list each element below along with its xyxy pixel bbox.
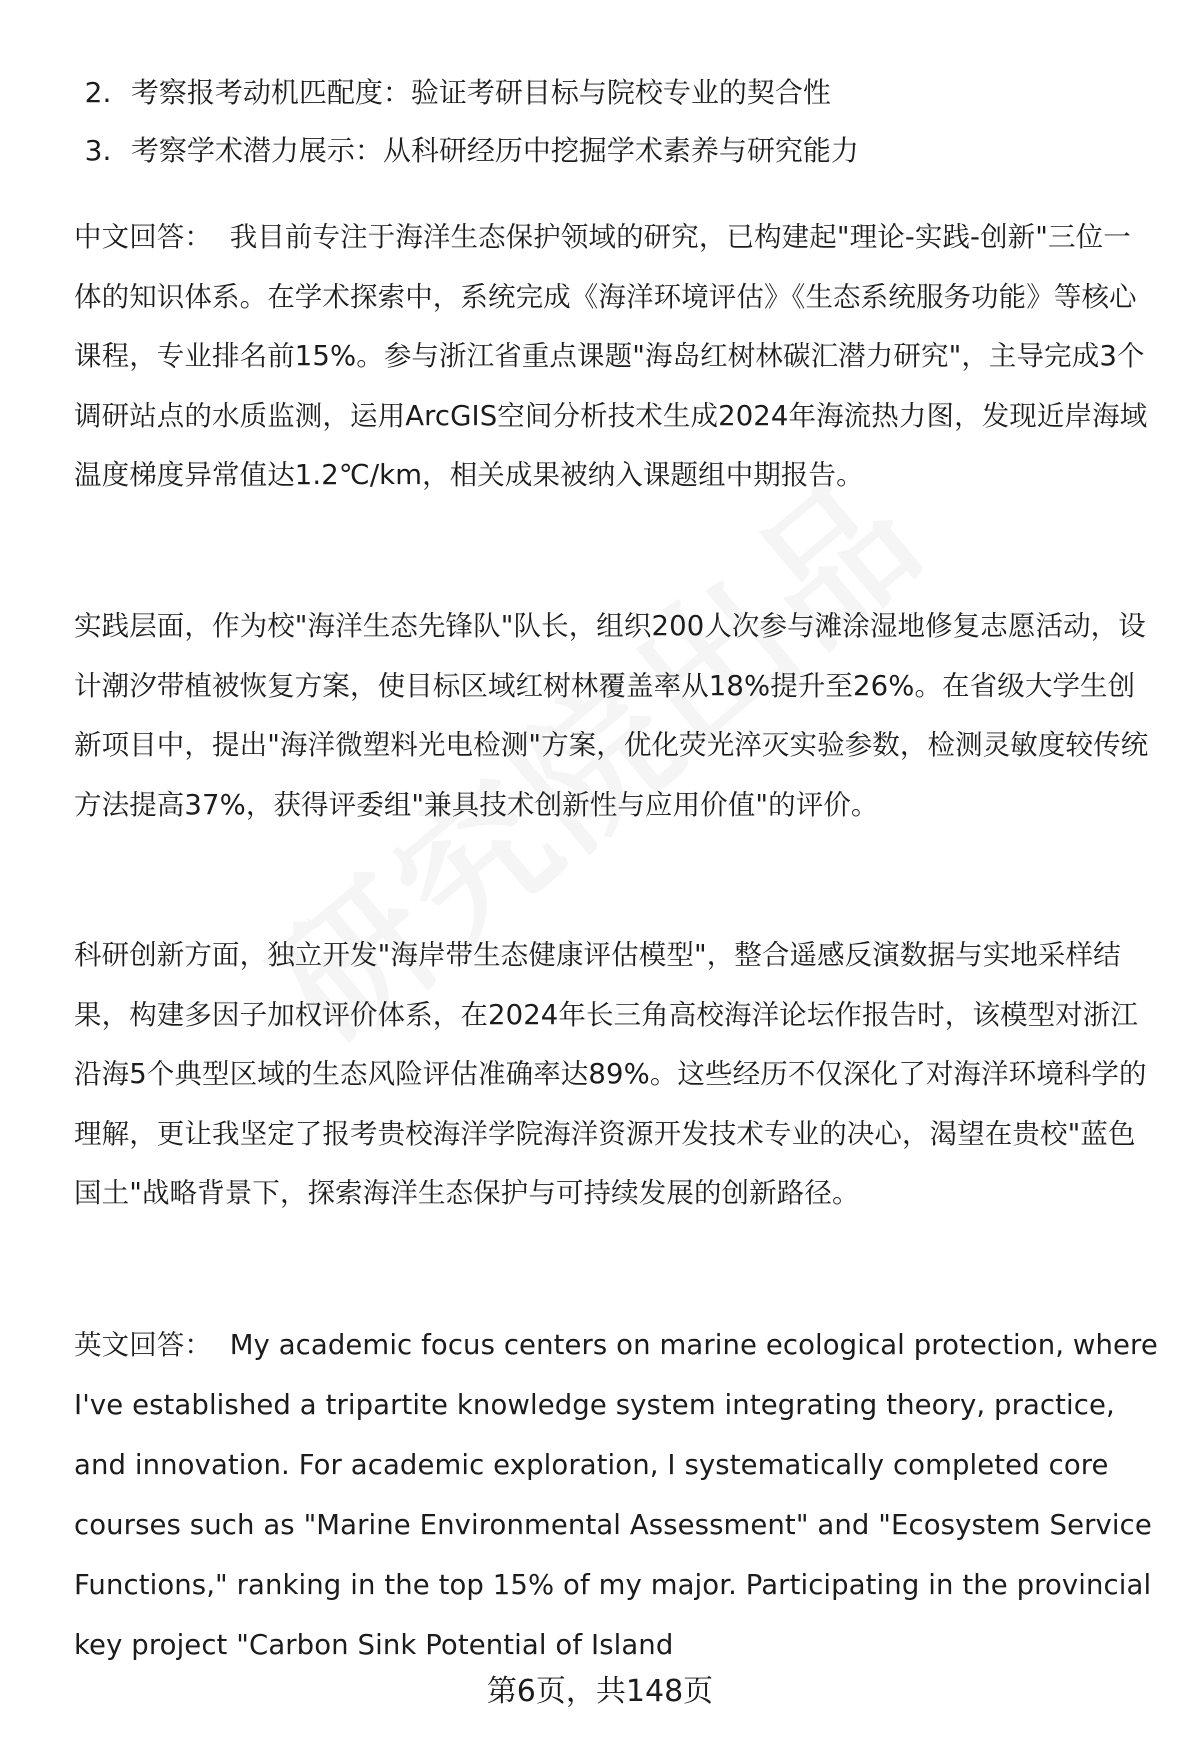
list-item-number: 3. [84, 134, 112, 167]
paragraph-text: 我目前专注于海洋生态保护领域的研究，已构建起"理论-实践-创新"三位一体的知识体系。在学术探索中，系统完成《海洋环境评估》《生态系统服务功能》等核心课程，专业排名前15%。参与浙江省重点课题"海岛红树林碳汇潜力研究"，主导完成3个调研站点的水质监测，运用ArcGIS空间分析技术生成2024年海流热力图，发现近岸海域温度梯度异常值达1.2℃/km，相关成果被纳入课题组中期报告。 [74, 221, 1148, 491]
question-list [74, 64, 1154, 180]
paragraph-text: My academic focus centers on marine ecological protection, where I've established a tripartite knowledge system integrating theory, practice, and innovation. For academic exploration, I systematically completed core courses such as "Marine Environmental Assessment" and "Ecosystem Service Functions," ranking in the top 15% of my major. Participating in the provincial key project "Carbon Sink Potential of Island [74, 1329, 1158, 1661]
english-answer-label: 英文回答： [74, 1329, 212, 1361]
chinese-answer-paragraph [74, 208, 1158, 506]
list-item [74, 122, 1154, 180]
english-answer-paragraph [74, 1315, 1158, 1675]
list-item-number: 2. [84, 76, 112, 109]
research-paragraph: 科研创新方面，独立开发"海岸带生态健康评估模型"，整合遥感反演数据与实地采样结果，构建多因子加权评价体系，在2024年长三角高校海洋论坛作报告时，该模型对浙江沿海5个典型区域的生态风险评估准确率达89%。这些经历不仅深化了对海洋环境科学的理解，更让我坚定了报考贵校海洋学院海洋资源开发技术专业的决心，渴望在贵校"蓝色国土"战略背景下，探索海洋生态保护与可持续发展的创新路径。 [74, 939, 1147, 1209]
practice-paragraph: 实践层面，作为校"海洋生态先锋队"队长，组织200人次参与滩涂湿地修复志愿活动，设计潮汐带植被恢复方案，使目标区域红树林覆盖率从18%提升至26%。在省级大学生创新项目中，提出"海洋微塑料光电检测"方案，优化荧光淬灭实验参数，检测灵敏度较传统方法提高37%，获得评委组"兼具技术创新性与应用价值"的评价。 [74, 610, 1149, 821]
page-number: 第6页，共148页 [486, 1674, 714, 1709]
list-item-text: 考察报考动机匹配度：验证考研目标与院校专业的契合性 [130, 76, 831, 109]
list-item [74, 64, 1154, 122]
chinese-answer-label: 中文回答： [74, 221, 212, 253]
list-item-text: 考察学术潜力展示：从科研经历中挖掘学术素养与研究能力 [130, 134, 859, 167]
